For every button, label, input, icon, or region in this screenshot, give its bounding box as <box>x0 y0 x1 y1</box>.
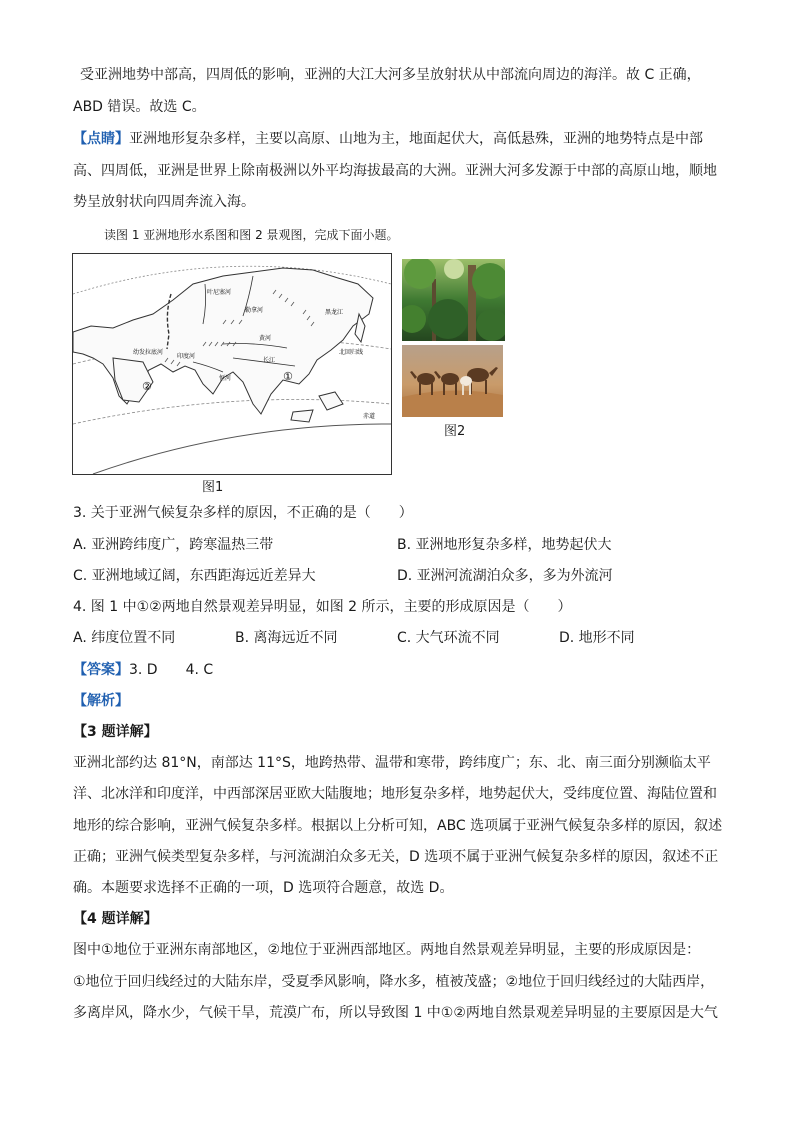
label-huanghe: 黄河 <box>259 335 272 342</box>
text-line: 多离岸风，降水少，气候干旱，荒漠广布，所以导致图 1 中①②两地自然景观差异明显的主要原因是大气 <box>73 1005 718 1021</box>
asia-map <box>73 254 391 474</box>
detail3-tag: 【3 题详解】 <box>73 724 158 740</box>
desert-camels-image <box>402 345 503 417</box>
label-1: ① <box>283 370 293 383</box>
dianjing-text: 亚洲地形复杂多样，主要以高原、山地为主，地面起伏大，高低悬殊，亚洲的地势特点是中部 <box>129 131 703 147</box>
q3-option-c: C. 亚洲地域辽阔，东西距海远近差异大 <box>73 568 316 584</box>
q3-option-a: A. 亚洲跨纬度广，跨寒温热三带 <box>73 537 274 553</box>
q4-option-c: C. 大气环流不同 <box>397 630 500 646</box>
label-yenisei: 叶尼塞河 <box>207 289 232 296</box>
label-tropic: 北回归线 <box>339 349 364 356</box>
asia-map-figure <box>72 253 392 475</box>
question-intro: 读图 1 亚洲地形水系图和图 2 景观图，完成下面小题。 <box>104 228 399 242</box>
q3-option-b: B. 亚洲地形复杂多样，地势起伏大 <box>397 537 612 553</box>
answer-line <box>73 660 213 680</box>
figure2-caption: 图2 <box>444 424 466 439</box>
label-equator: 赤道 <box>363 413 376 420</box>
text-line: 势呈放射状向四周奔流入海。 <box>73 194 255 210</box>
rainforest-photo <box>402 259 505 341</box>
analysis-tag: 【解析】 <box>73 693 129 709</box>
label-heilongjiang: 黑龙江 <box>325 309 344 316</box>
question-3-stem: 3. 关于亚洲气候复杂多样的原因，不正确的是（ ） <box>73 505 413 521</box>
text-line: 亚洲北部约达 81°N，南部达 11°S，地跨热带、温带和寒带，跨纬度广；东、北、南三面分别濒临太平 <box>73 755 711 771</box>
text-line: 确。本题要求选择不正确的一项，D 选项符合题意，故选 D。 <box>73 880 454 896</box>
label-ganges: 恒河 <box>219 375 232 382</box>
desert-camels-photo <box>402 345 503 417</box>
text-line: 高、四周低，亚洲是世界上除南极洲以外平均海拔最高的大洲。亚洲大河多发源于中部的高原山地，顺地 <box>73 163 717 179</box>
text-line: ①地位于回归线经过的大陆东岸，受夏季风影响，降水多，植被茂盛；②地位于回归线经过的大陆西岸， <box>73 974 715 990</box>
text-line: 地形的综合影响，亚洲气候复杂多样。根据以上分析可知，ABC 选项属于亚洲气候复杂多样的原因，叙述 <box>73 818 723 834</box>
dianjing-paragraph <box>73 129 703 149</box>
question-4-stem: 4. 图 1 中①②两地自然景观差异明显，如图 2 所示，主要的形成原因是（ ） <box>73 599 572 615</box>
text-line: 图中①地位于亚洲东南部地区，②地位于亚洲西部地区。两地自然景观差异明显，主要的形成原因是： <box>73 942 701 958</box>
text-line: 受亚洲地势中部高，四周低的影响，亚洲的大江大河多呈放射状从中部流向周边的海洋。故 C 正确， <box>80 67 701 83</box>
text-line: 洋、北冰洋和印度洋，中西部深居亚欧大陆腹地；地形复杂多样，地势起伏大，受纬度位置、海陆位置和 <box>73 786 717 802</box>
text-line: 正确；亚洲气候类型复杂多样，与河流湖泊众多无关，D 选项不属于亚洲气候复杂多样的原因，叙述不正 <box>73 849 719 865</box>
southeast-islands <box>319 392 343 410</box>
q4-option-b: B. 离海远近不同 <box>235 630 338 646</box>
label-changjiang: 长江 <box>263 357 276 364</box>
label-2: ② <box>142 380 152 393</box>
label-euphrates: 幼发拉底河 <box>133 349 164 356</box>
map-frame-arc <box>93 424 391 474</box>
label-indus: 印度河 <box>177 353 196 360</box>
answer-tag: 【答案】 <box>73 662 129 678</box>
text-line: ABD 错误。故选 C。 <box>73 99 206 115</box>
dianjing-tag: 【点睛】 <box>73 131 129 147</box>
rainforest-image <box>402 259 505 341</box>
q3-option-d: D. 亚洲河流湖泊众多，多为外流河 <box>397 568 613 584</box>
q4-option-d: D. 地形不同 <box>559 630 635 646</box>
detail4-tag: 【4 题详解】 <box>73 911 158 927</box>
answer-text: 3. D 4. C <box>129 662 214 678</box>
q4-option-a: A. 纬度位置不同 <box>73 630 176 646</box>
southeast-islands <box>291 410 313 422</box>
equator-line <box>73 400 391 425</box>
figure1-caption: 图1 <box>202 480 224 495</box>
label-lena: 勒拿河 <box>245 307 264 314</box>
